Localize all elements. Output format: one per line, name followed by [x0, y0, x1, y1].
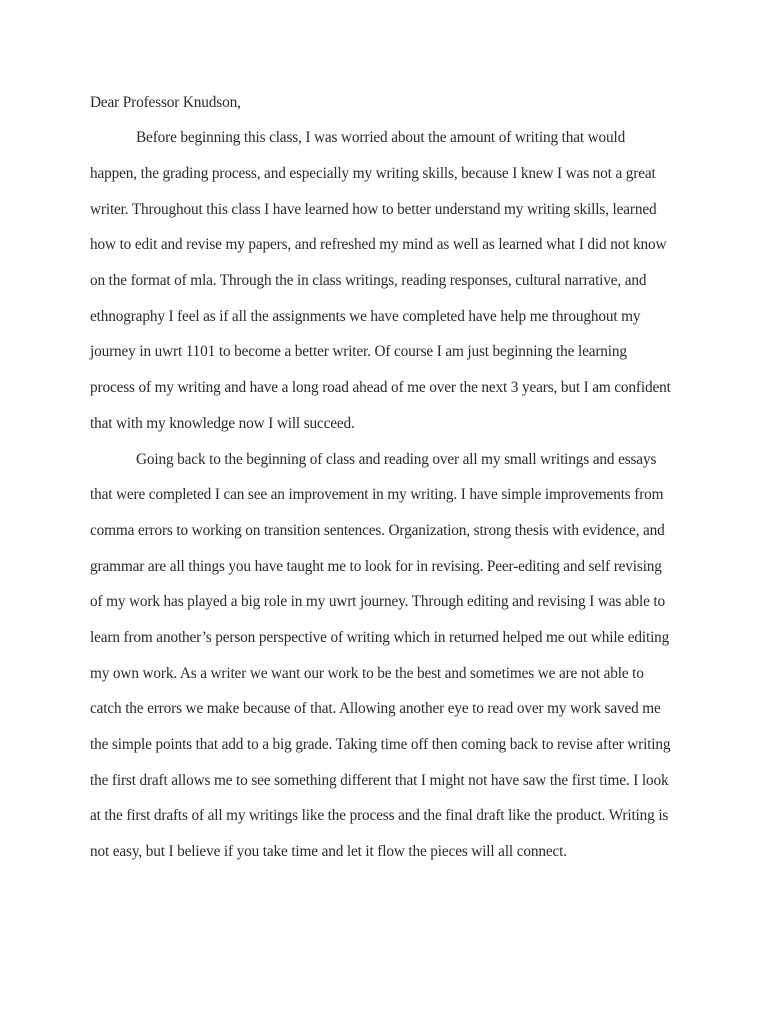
paragraph-line: of my work has played a big role in my uwrt journey. Through editing and revising I was able to — [90, 593, 665, 610]
paragraph-line: how to edit and revise my papers, and refreshed my mind as well as learned what I did not know — [90, 236, 667, 253]
paragraph-line: that with my knowledge now I will succeed. — [90, 415, 355, 432]
paragraph-line: at the first drafts of all my writings like the process and the final draft like the product. Writing is — [90, 807, 669, 824]
paragraph-line: comma errors to working on transition sentences. Organization, strong thesis with evidence, and — [90, 522, 665, 539]
paragraph-line: on the format of mla. Through the in class writings, reading responses, cultural narrative, and — [90, 272, 647, 289]
paragraph-line: grammar are all things you have taught me to look for in revising. Peer-editing and self revising — [90, 558, 662, 575]
salutation: Dear Professor Knudson, — [90, 94, 241, 111]
paragraph-line: writer. Throughout this class I have learned how to better understand my writing skills, learned — [90, 201, 657, 218]
paragraph-line: my own work. As a writer we want our work to be the best and sometimes we are not able to — [90, 665, 644, 682]
paragraph-line: Going back to the beginning of class and reading over all my small writings and essays — [136, 451, 657, 468]
paragraph-line: process of my writing and have a long road ahead of me over the next 3 years, but I am confident — [90, 379, 671, 396]
paragraph-line: the simple points that add to a big grade. Taking time off then coming back to revise after writing — [90, 736, 671, 753]
paragraph-line: Before beginning this class, I was worried about the amount of writing that would — [136, 129, 626, 146]
paragraph-line: ethnography I feel as if all the assignments we have completed have help me throughout my — [90, 308, 641, 325]
paragraph-line: not easy, but I believe if you take time and let it flow the pieces will all connect. — [90, 843, 567, 860]
paragraph-line: journey in uwrt 1101 to become a better writer. Of course I am just beginning the learning — [90, 343, 627, 360]
paragraph-line: learn from another’s person perspective of writing which in returned helped me out while editing — [90, 629, 670, 646]
paragraph-line: happen, the grading process, and especially my writing skills, because I knew I was not a great — [90, 165, 656, 182]
paragraph-line: the first draft allows me to see something different that I might not have saw the first time. I look — [90, 772, 669, 789]
paragraph-line: that were completed I can see an improvement in my writing. I have simple improvements from — [90, 486, 664, 503]
paragraph-line: catch the errors we make because of that. Allowing another eye to read over my work saved me — [90, 700, 661, 717]
